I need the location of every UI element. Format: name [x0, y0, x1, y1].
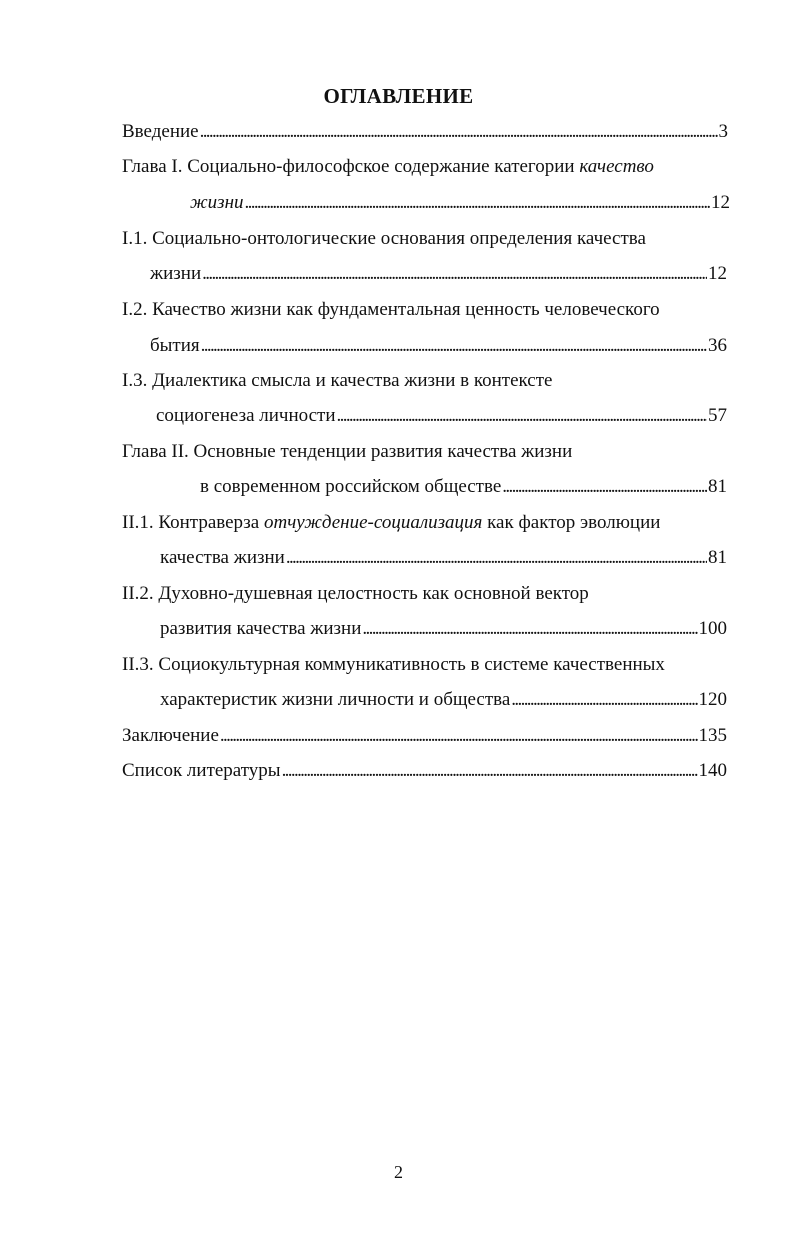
- toc-entry-section-1-2-line1: I.2. Качество жизни как фундаментальная ценность человеческого: [122, 299, 660, 320]
- toc-page-number: 57: [708, 405, 727, 426]
- leader-dots: [245, 191, 710, 215]
- toc-entry-section-2-2-line1: II.2. Духовно-душевная целостность как основной вектор: [122, 583, 589, 604]
- leader-dots: [202, 262, 707, 286]
- toc-entry-section-2-1-line1: [122, 511, 660, 535]
- leader-dots: [201, 334, 707, 358]
- leader-dots: [502, 475, 707, 499]
- toc-entry-section-2-3-line2: [160, 688, 727, 712]
- toc-label: Заключение: [122, 725, 219, 746]
- toc-title: ОГЛАВЛЕНИЕ: [323, 84, 474, 108]
- toc-entry-section-1-3-line1: I.3. Диалектика смысла и качества жизни в контексте: [122, 370, 553, 391]
- leader-dots: [511, 688, 697, 712]
- toc-page-number: 140: [698, 760, 727, 781]
- toc-entry-section-2-3-line1: II.3. Социокультурная коммуникативность в системе качественных: [122, 654, 665, 675]
- leader-dots: [362, 617, 697, 641]
- toc-entry-section-1-1-line1: I.1. Социально-онтологические основания определения качества: [122, 228, 646, 249]
- toc-label: Глава I. Социально-философское содержание категории: [122, 156, 580, 177]
- toc-label-italic: отчуждение-социализация: [263, 512, 483, 533]
- toc-label: II.1. Контраверза: [122, 512, 264, 533]
- toc-page-number: 36: [708, 335, 727, 356]
- toc-entry-intro: [122, 120, 728, 144]
- toc-page-number: 135: [698, 725, 727, 746]
- toc-label: характеристик жизни личности и общества: [160, 689, 511, 710]
- toc-entry-chapter-1-line1: [122, 155, 654, 179]
- toc-page-number: 3: [718, 121, 728, 142]
- toc-label: жизни: [150, 263, 202, 284]
- toc-page-number: 12: [711, 192, 730, 213]
- toc-page-number: 100: [698, 618, 727, 639]
- toc-entry-conclusion: [122, 724, 727, 748]
- toc-page-number: 120: [698, 689, 727, 710]
- leader-dots: [282, 759, 698, 783]
- leader-dots: [337, 404, 707, 428]
- toc-entry-section-2-2-line2: [160, 617, 727, 641]
- toc-label: как фактор эволюции: [482, 512, 661, 533]
- toc-label: бытия: [150, 335, 200, 356]
- toc-label-italic: жизни: [190, 192, 244, 213]
- toc-entry-section-1-3-line2: [156, 404, 727, 428]
- toc-entry-chapter-2-line1: Глава II. Основные тенденции развития качества жизни: [122, 441, 573, 462]
- toc-label: социогенеза личности: [156, 405, 336, 426]
- toc-page-number: 81: [708, 547, 727, 568]
- leader-dots: [286, 546, 707, 570]
- leader-dots: [200, 120, 718, 144]
- toc-entry-references: [122, 759, 727, 783]
- toc-entry-section-1-1-line2: [150, 262, 727, 286]
- toc-label: Введение: [122, 121, 199, 142]
- toc-label: качества жизни: [160, 547, 285, 568]
- toc-label: в современном российском обществе: [200, 476, 502, 497]
- leader-dots: [220, 724, 698, 748]
- toc-label: развития качества жизни: [160, 618, 362, 639]
- toc-entry-chapter-2-line2: [200, 475, 727, 499]
- page-number: 2: [394, 1162, 403, 1182]
- toc-entry-section-2-1-line2: [160, 546, 727, 570]
- toc-page-number: 81: [708, 476, 727, 497]
- toc-label-italic: качество: [579, 156, 654, 177]
- toc-page-number: 12: [708, 263, 727, 284]
- toc-entry-section-1-2-line2: [150, 334, 727, 358]
- toc-label: Список литературы: [122, 760, 281, 781]
- toc-entry-chapter-1-line2: [190, 191, 730, 215]
